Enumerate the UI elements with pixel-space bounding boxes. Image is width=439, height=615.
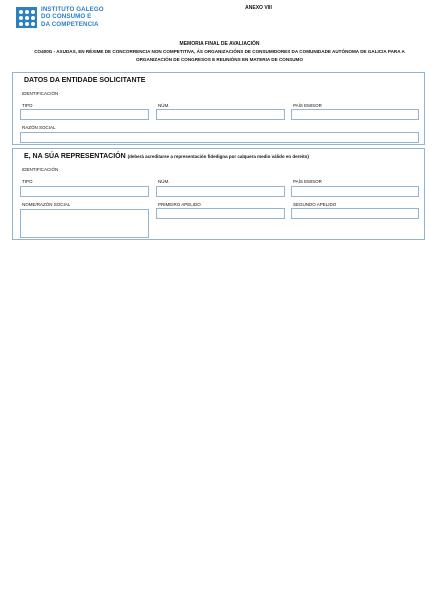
representative-pais-field[interactable] (291, 186, 419, 197)
applicant-tipo-field[interactable] (20, 109, 149, 120)
logo-line: INSTITUTO GALEGO (41, 6, 104, 14)
logo-line: DA COMPETENCIA (41, 20, 99, 28)
applicant-razon-field[interactable] (20, 132, 419, 143)
document-title: MEMORIA FINAL DE AVALIACIÓN (179, 41, 260, 47)
applicant-section (12, 72, 425, 145)
representative-id-heading: IDENTIFICACIÓN (22, 167, 59, 172)
representative-note: (deberá acreditarse a representación fidedigna por calquera medio válido en dereito) (127, 154, 309, 159)
representative-section-title (24, 153, 309, 160)
representative-section (12, 148, 425, 240)
document-subtitle (12, 48, 427, 63)
applicant-num-label: NÚM. (158, 103, 170, 108)
representative-pais-label: PAÍS EMISOR (293, 179, 322, 184)
representative-apelido2-label: SEGUNDO APELIDO (293, 202, 337, 207)
applicant-pais-field[interactable] (291, 109, 419, 120)
subtitle-line: ORGANIZACIÓN DE CONGRESOS E REUNIÓNS EN MATERIA DE CONSUMO (136, 56, 303, 62)
annex-label: ANEXO VIII (245, 5, 272, 11)
representative-tipo-label: TIPO (22, 179, 33, 184)
representative-apelido2-field[interactable] (291, 208, 419, 219)
applicant-razon-label: RAZÓN SOCIAL (22, 125, 56, 130)
representative-nome-field[interactable] (20, 209, 149, 238)
applicant-num-field[interactable] (156, 109, 285, 120)
representative-title-text: E, NA SÚA REPRESENTACIÓN (24, 153, 126, 160)
logo-line: DO CONSUMO E (41, 13, 92, 21)
subtitle-line: CO400G - AXUDAS, EN RÉXIME DE CONCORRENCIA NON COMPETITIVA, ÁS ORGANIZACIÓNS DE CONSUMIDORES DA COMUNIDADE AUTÓNOMA DE GALICIA PARA A (34, 49, 405, 54)
representative-tipo-field[interactable] (20, 186, 149, 197)
applicant-tipo-label: TIPO (22, 103, 33, 108)
representative-num-label: NÚM. (158, 179, 170, 184)
applicant-section-title: DATOS DA ENTIDADE SOLICITANTE (24, 77, 146, 84)
representative-num-field[interactable] (156, 186, 285, 197)
representative-apelido1-label: PRIMEIRO APELIDO (158, 202, 201, 207)
representative-apelido1-field[interactable] (156, 208, 285, 219)
representative-nome-label: NOME/RAZÓN SOCIAL (22, 202, 71, 207)
applicant-id-heading: IDENTIFICACIÓN (22, 91, 59, 96)
applicant-pais-label: PAÍS EMISOR (293, 103, 322, 108)
